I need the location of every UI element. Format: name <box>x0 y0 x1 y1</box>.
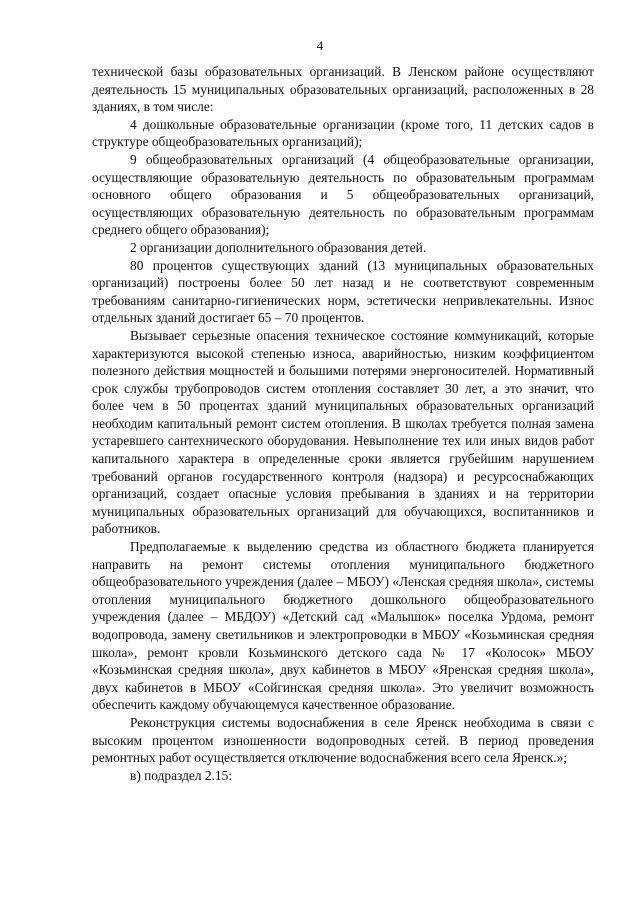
paragraph-planned-funding: Предполагаемые к выделению средства из областного бюджета планируется направить на ремонт системы отопления муниципального бюджетного общеобразовательного учреждения (далее – МБОУ) «Ленская средняя школа», системы отопления муниципального бюджетного дошкольного общеобразовательного учреждения (далее – МБДОУ) «Детский сад «Малышок» поселка Урдома, ремонт водопровода, замену светильников и электропроводки в МБОУ «Козьминская средняя школа», ремонт кровли Козьминского детского сада № 17 «Колосок» МБОУ «Козьминская средняя школа», двух кабинетов в МБОУ «Яренская средняя школа», двух кабинетов в МБОУ «Сойгинская средняя школа». Это увеличит возможность обеспечить каждому обучающемуся качественное образование. <box>92 539 594 713</box>
paragraph-building-condition: 80 процентов существующих зданий (13 муниципальных образовательных организаций) построены более 50 лет назад и не соответствуют современным требованиям санитарно-гигиенических норм, эстетически непривлекательны. Износ отдельных зданий достигает 65 – 70 процентов. <box>92 257 594 326</box>
page-number: 4 <box>316 38 324 53</box>
paragraph-continuation: технической базы образовательных организаций. В Ленском районе осуществляют деятельность 15 муниципальных образовательных организаций, расположенных в 28 зданиях, в том числе: <box>92 64 594 115</box>
paragraph-water-supply: Реконструкция системы водоснабжения в селе Яренск необходима в связи с высоким процентом изношенности водопроводных сетей. В период проведения ремонтных работ осуществляется отключение водоснабжения всего села Яренск.»; <box>92 714 594 766</box>
paragraph-communications-condition: Вызывает серьезные опасения техническое состояние коммуникаций, которые характеризуются высокой степенью износа, аварийностью, низким коэффициентом полезного действия мощностей и большими потерями энергоносителей. Нормативный срок службы трубопроводов систем отопления составляет 30 лет, а это значит, что более чем в 50 процентах зданий муниципальных образовательных организаций необходим капитальный ремонт систем отопления. В школах требуется полная замена устаревшего сантехнического оборудования. Невыполнение тех или иных видов работ капитального характера в определенные сроки является грубейшим нарушением требований органов государственного контроля (надзора) и ресурсоснабжающих организаций, создает опасные условия пребывания в зданиях и на территории муниципальных образовательных организаций для обучающихся, воспитанников и работников. <box>92 327 594 537</box>
paragraph-general-education-count: 9 общеобразовательных организаций (4 общеобразовательные организации, осуществляющие образовательную деятельность по образовательным программам основного общего образования и 5 общеобразовательных организаций, осуществляющих образовательную деятельность по образовательным программам среднего общего образования); <box>92 151 594 238</box>
document-body <box>92 63 594 784</box>
paragraph-preschool-count: 4 дошкольные образовательные организации (кроме того, 11 детских садов в структуре общеобразовательных организаций); <box>92 116 594 150</box>
paragraph-subsection-reference: в) подраздел 2.15: <box>130 767 233 783</box>
paragraph-additional-education-count: 2 организации дополнительного образования детей. <box>130 239 427 255</box>
